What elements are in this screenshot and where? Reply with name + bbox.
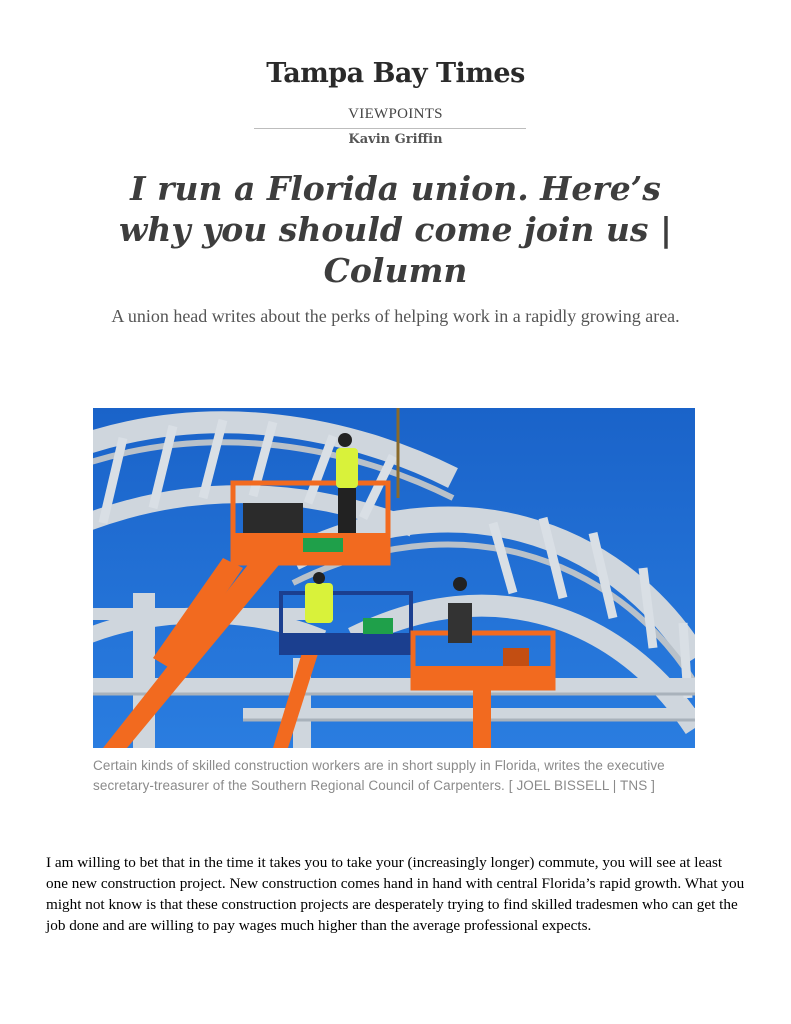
construction-photo-illustration — [93, 408, 695, 748]
author-byline[interactable]: Kavin Griffin — [348, 132, 443, 147]
article-dek: A union head writes about the perks of helping work in a rapidly growing area. — [111, 306, 680, 326]
photo-caption: Certain kinds of skilled construction workers are in short supply in Florida, writes the executive secretary-treasurer of the Southern Regional Council of Carpenters. [ JOEL BISSELL | TNS ] — [93, 758, 665, 793]
masthead-logo[interactable]: Tampa Bay Times — [266, 58, 525, 89]
section-divider — [254, 128, 526, 129]
article-headline: I run a Florida union. Here’s why you should come join us | Column — [119, 169, 672, 290]
article-body-paragraph: I am willing to bet that in the time it takes you to take your (increasingly longer) commute, you will see at least one new construction project. New construction comes hand in hand with central Florida’s rapid growth. What you might not know is that these construction projects are desperately trying to find skilled tradesmen who can get the job done and are willing to pay wages much higher than the average professional expects. — [46, 854, 745, 934]
section-label[interactable]: VIEWPOINTS — [348, 106, 443, 122]
article-photo — [93, 408, 695, 748]
